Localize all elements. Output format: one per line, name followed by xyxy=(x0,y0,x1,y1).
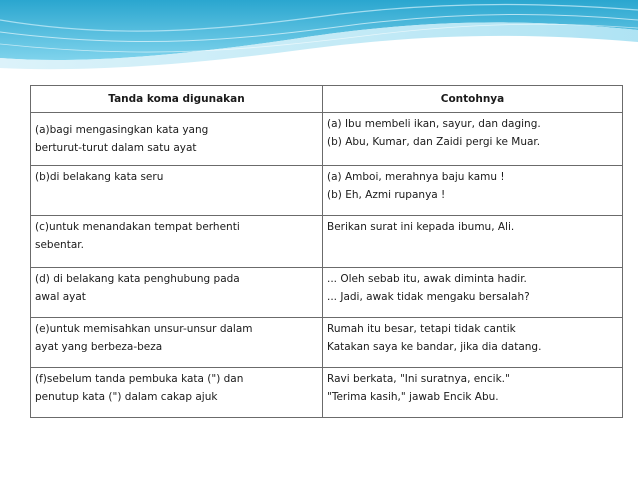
usage-cell xyxy=(31,368,323,418)
usage-text: ayat yang berbeza-beza xyxy=(35,341,163,353)
usage-cell xyxy=(31,268,323,318)
usage-text: (b)di belakang kata seru xyxy=(35,171,164,183)
example-cell xyxy=(323,318,623,368)
example-cell xyxy=(323,368,623,418)
usage-cell xyxy=(31,318,323,368)
table-row xyxy=(31,113,623,166)
usage-text: (c)untuk menandakan tempat berhenti xyxy=(35,221,240,233)
example-text: "Terima kasih," jawab Encik Abu. xyxy=(327,391,499,403)
table-row xyxy=(31,166,623,216)
usage-text: penutup kata (") dalam cakap ajuk xyxy=(35,391,218,403)
usage-text: (f)sebelum tanda pembuka kata (") dan xyxy=(35,373,244,385)
usage-cell xyxy=(31,166,323,216)
table-row xyxy=(31,318,623,368)
table-row xyxy=(31,216,623,268)
usage-text: (e)untuk memisahkan unsur-unsur dalam xyxy=(35,323,253,335)
example-text: (a) Ibu membeli ikan, sayur, dan daging. xyxy=(327,118,541,130)
header-example: Contohnya xyxy=(323,86,623,113)
example-cell xyxy=(323,166,623,216)
usage-text: berturut-turut dalam satu ayat xyxy=(35,142,197,154)
example-text: Rumah itu besar, tetapi tidak cantik xyxy=(327,323,516,335)
usage-text: sebentar. xyxy=(35,239,84,251)
table-row xyxy=(31,368,623,418)
table-row xyxy=(31,268,623,318)
usage-cell xyxy=(31,216,323,268)
example-text: Berikan surat ini kepada ibumu, Ali. xyxy=(327,221,515,233)
example-text: ... Oleh sebab itu, awak diminta hadir. xyxy=(327,273,527,285)
usage-cell xyxy=(31,113,323,166)
decorative-wave-banner xyxy=(0,0,638,80)
example-text: (b) Eh, Azmi rupanya ! xyxy=(327,189,446,201)
example-text: ... Jadi, awak tidak mengaku bersalah? xyxy=(327,291,530,303)
example-cell xyxy=(323,113,623,166)
example-cell xyxy=(323,268,623,318)
comma-usage-table xyxy=(30,85,623,418)
usage-text: awal ayat xyxy=(35,291,86,303)
usage-text: (a)bagi mengasingkan kata yang xyxy=(35,124,209,136)
example-text: Katakan saya ke bandar, jika dia datang. xyxy=(327,341,542,353)
table-header-row xyxy=(31,86,623,113)
example-text: Ravi berkata, "Ini suratnya, encik." xyxy=(327,373,510,385)
example-cell xyxy=(323,216,623,268)
example-text: (a) Amboi, merahnya baju kamu ! xyxy=(327,171,505,183)
comma-usage-table-container xyxy=(30,85,622,418)
example-text: (b) Abu, Kumar, dan Zaidi pergi ke Muar. xyxy=(327,136,541,148)
header-usage: Tanda koma digunakan xyxy=(31,86,323,113)
usage-text: (d) di belakang kata penghubung pada xyxy=(35,273,240,285)
